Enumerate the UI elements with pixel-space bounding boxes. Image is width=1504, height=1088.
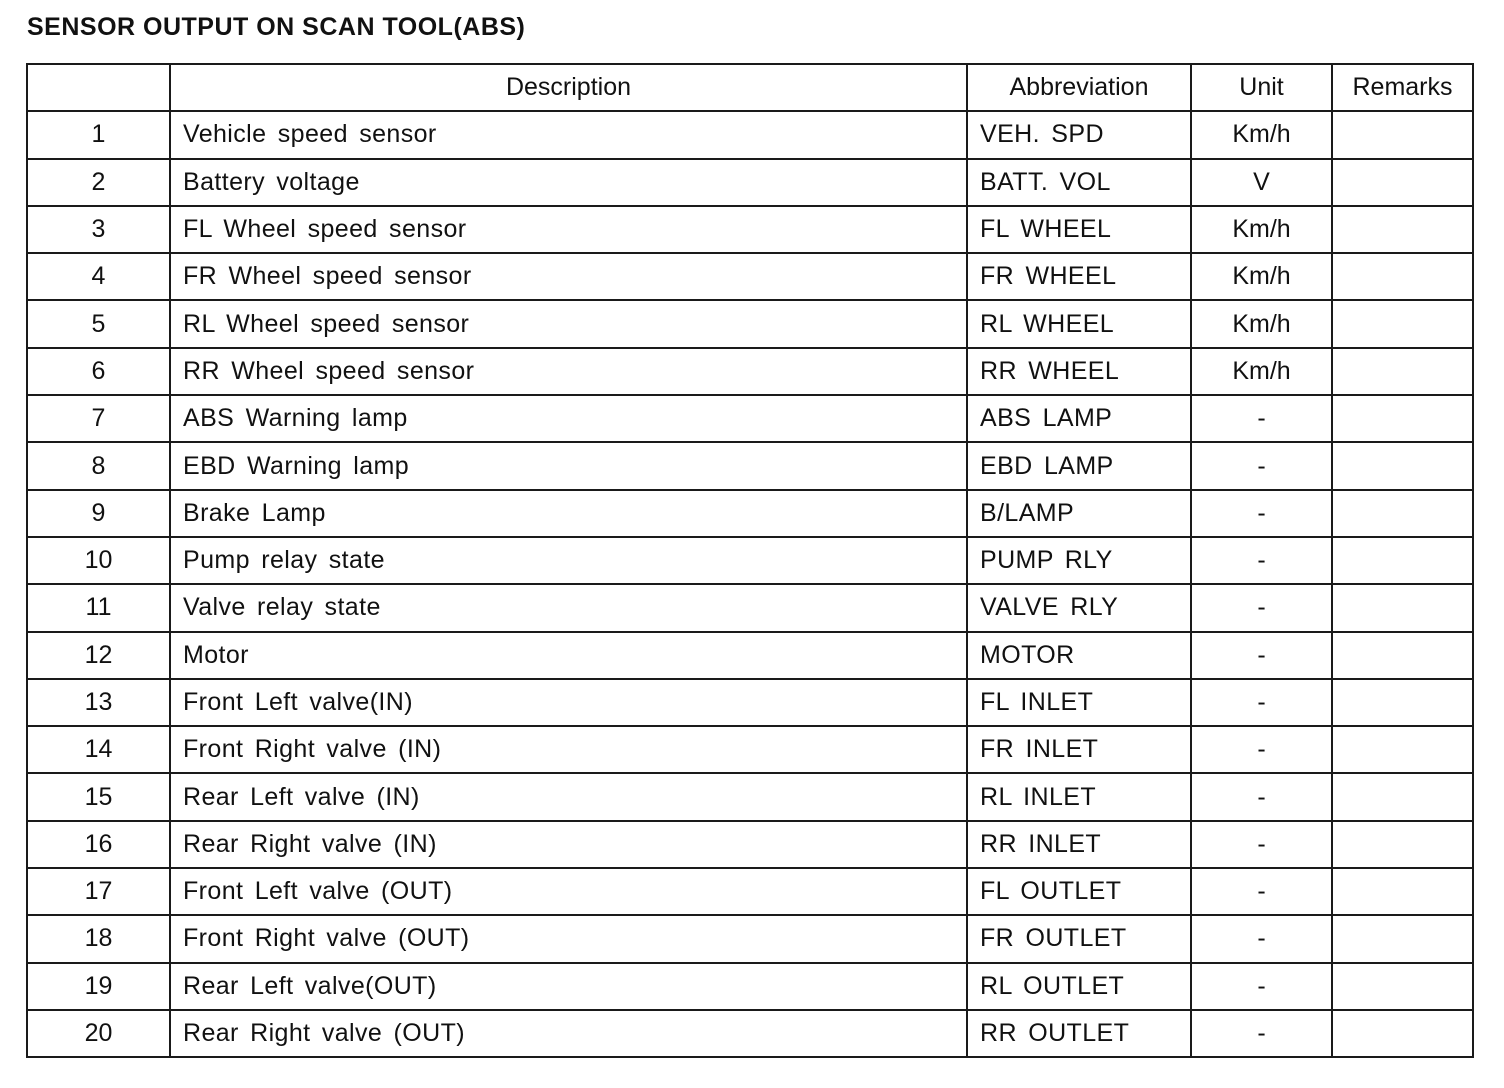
remarks-cell <box>1332 111 1473 158</box>
table-row <box>27 963 1473 1010</box>
abbreviation-cell: ABS LAMP <box>967 395 1191 442</box>
abbreviation-cell: VALVE RLY <box>967 584 1191 631</box>
remarks-cell <box>1332 679 1473 726</box>
row-number-cell: 10 <box>27 537 170 584</box>
table-row <box>27 442 1473 489</box>
table-row <box>27 253 1473 300</box>
abbreviation-cell: FR INLET <box>967 726 1191 773</box>
row-number-cell: 12 <box>27 632 170 679</box>
table-row <box>27 773 1473 820</box>
remarks-cell <box>1332 395 1473 442</box>
description-cell: Front Right valve (IN) <box>170 726 967 773</box>
description-cell: Motor <box>170 632 967 679</box>
remarks-cell <box>1332 490 1473 537</box>
remarks-cell <box>1332 868 1473 915</box>
remarks-cell <box>1332 632 1473 679</box>
abbreviation-cell: PUMP RLY <box>967 537 1191 584</box>
remarks-cell <box>1332 963 1473 1010</box>
description-cell: Valve relay state <box>170 584 967 631</box>
row-number-cell: 17 <box>27 868 170 915</box>
unit-cell: - <box>1191 821 1332 868</box>
abbreviation-cell: FL OUTLET <box>967 868 1191 915</box>
unit-cell: - <box>1191 868 1332 915</box>
description-cell: Rear Right valve (OUT) <box>170 1010 967 1057</box>
unit-cell: - <box>1191 442 1332 489</box>
abbreviation-cell: BATT. VOL <box>967 159 1191 206</box>
table-row <box>27 915 1473 962</box>
unit-cell: V <box>1191 159 1332 206</box>
unit-cell: - <box>1191 632 1332 679</box>
table-row <box>27 206 1473 253</box>
abbreviation-cell: FL WHEEL <box>967 206 1191 253</box>
description-cell: Vehicle speed sensor <box>170 111 967 158</box>
remarks-cell <box>1332 253 1473 300</box>
unit-cell: - <box>1191 584 1332 631</box>
header-number <box>27 64 170 111</box>
table-row <box>27 679 1473 726</box>
description-cell: Rear Right valve (IN) <box>170 821 967 868</box>
row-number-cell: 14 <box>27 726 170 773</box>
remarks-cell <box>1332 159 1473 206</box>
description-cell: RR Wheel speed sensor <box>170 348 967 395</box>
remarks-cell <box>1332 442 1473 489</box>
table-row <box>27 159 1473 206</box>
row-number-cell: 18 <box>27 915 170 962</box>
row-number-cell: 3 <box>27 206 170 253</box>
remarks-cell <box>1332 726 1473 773</box>
table-body <box>27 111 1473 1057</box>
abbreviation-cell: RL INLET <box>967 773 1191 820</box>
abbreviation-cell: RR OUTLET <box>967 1010 1191 1057</box>
row-number-cell: 11 <box>27 584 170 631</box>
description-cell: Pump relay state <box>170 537 967 584</box>
unit-cell: - <box>1191 963 1332 1010</box>
description-cell: Brake Lamp <box>170 490 967 537</box>
header-abbreviation: Abbreviation <box>967 64 1191 111</box>
abbreviation-cell: VEH. SPD <box>967 111 1191 158</box>
description-cell: Front Left valve (OUT) <box>170 868 967 915</box>
row-number-cell: 19 <box>27 963 170 1010</box>
table-row <box>27 111 1473 158</box>
description-cell: EBD Warning lamp <box>170 442 967 489</box>
sensor-output-table <box>26 63 1474 1058</box>
description-cell: Front Right valve (OUT) <box>170 915 967 962</box>
table-header-row <box>27 64 1473 111</box>
unit-cell: - <box>1191 490 1332 537</box>
table-row <box>27 584 1473 631</box>
description-cell: ABS Warning lamp <box>170 395 967 442</box>
unit-cell: - <box>1191 773 1332 820</box>
abbreviation-cell: FL INLET <box>967 679 1191 726</box>
abbreviation-cell: FR WHEEL <box>967 253 1191 300</box>
row-number-cell: 9 <box>27 490 170 537</box>
row-number-cell: 16 <box>27 821 170 868</box>
abbreviation-cell: RL OUTLET <box>967 963 1191 1010</box>
description-cell: Rear Left valve (IN) <box>170 773 967 820</box>
description-cell: RL Wheel speed sensor <box>170 300 967 347</box>
table-row <box>27 395 1473 442</box>
abbreviation-cell: RR INLET <box>967 821 1191 868</box>
table-row <box>27 868 1473 915</box>
remarks-cell <box>1332 348 1473 395</box>
remarks-cell <box>1332 1010 1473 1057</box>
table-row <box>27 1010 1473 1057</box>
description-cell: Rear Left valve(OUT) <box>170 963 967 1010</box>
row-number-cell: 7 <box>27 395 170 442</box>
unit-cell: Km/h <box>1191 206 1332 253</box>
row-number-cell: 4 <box>27 253 170 300</box>
header-unit: Unit <box>1191 64 1332 111</box>
unit-cell: Km/h <box>1191 300 1332 347</box>
row-number-cell: 1 <box>27 111 170 158</box>
unit-cell: - <box>1191 395 1332 442</box>
table-row <box>27 726 1473 773</box>
unit-cell: Km/h <box>1191 111 1332 158</box>
abbreviation-cell: B/LAMP <box>967 490 1191 537</box>
page-title: SENSOR OUTPUT ON SCAN TOOL(ABS) <box>27 13 526 41</box>
unit-cell: - <box>1191 915 1332 962</box>
row-number-cell: 6 <box>27 348 170 395</box>
remarks-cell <box>1332 537 1473 584</box>
row-number-cell: 20 <box>27 1010 170 1057</box>
remarks-cell <box>1332 915 1473 962</box>
remarks-cell <box>1332 206 1473 253</box>
remarks-cell <box>1332 300 1473 347</box>
header-description: Description <box>170 64 967 111</box>
unit-cell: - <box>1191 726 1332 773</box>
unit-cell: Km/h <box>1191 253 1332 300</box>
unit-cell: - <box>1191 1010 1332 1057</box>
row-number-cell: 15 <box>27 773 170 820</box>
table-row <box>27 490 1473 537</box>
unit-cell: - <box>1191 679 1332 726</box>
row-number-cell: 2 <box>27 159 170 206</box>
unit-cell: - <box>1191 537 1332 584</box>
row-number-cell: 13 <box>27 679 170 726</box>
abbreviation-cell: MOTOR <box>967 632 1191 679</box>
abbreviation-cell: RR WHEEL <box>967 348 1191 395</box>
table-row <box>27 537 1473 584</box>
table-row <box>27 300 1473 347</box>
abbreviation-cell: FR OUTLET <box>967 915 1191 962</box>
description-cell: Front Left valve(IN) <box>170 679 967 726</box>
remarks-cell <box>1332 821 1473 868</box>
table-row <box>27 348 1473 395</box>
unit-cell: Km/h <box>1191 348 1332 395</box>
table-row <box>27 632 1473 679</box>
abbreviation-cell: RL WHEEL <box>967 300 1191 347</box>
abbreviation-cell: EBD LAMP <box>967 442 1191 489</box>
table-row <box>27 821 1473 868</box>
description-cell: Battery voltage <box>170 159 967 206</box>
description-cell: FR Wheel speed sensor <box>170 253 967 300</box>
remarks-cell <box>1332 584 1473 631</box>
row-number-cell: 5 <box>27 300 170 347</box>
description-cell: FL Wheel speed sensor <box>170 206 967 253</box>
remarks-cell <box>1332 773 1473 820</box>
row-number-cell: 8 <box>27 442 170 489</box>
header-remarks: Remarks <box>1332 64 1473 111</box>
